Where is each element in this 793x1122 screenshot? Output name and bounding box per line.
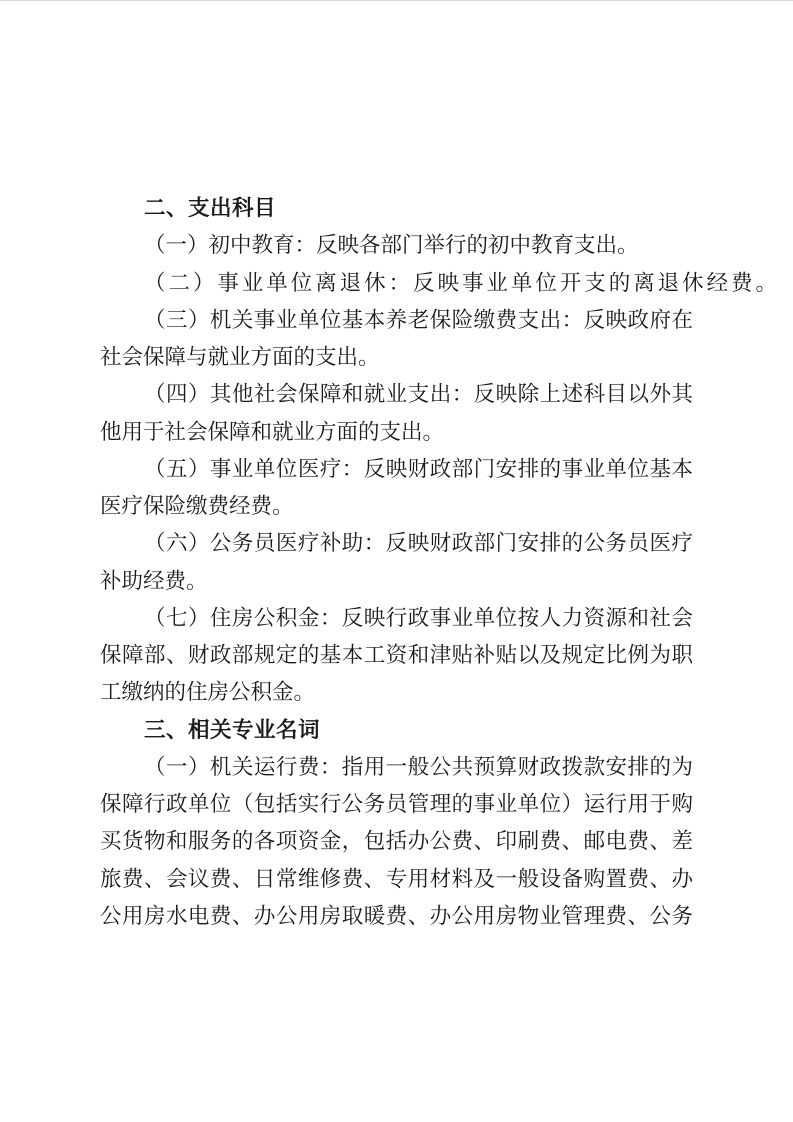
text-line: （二）事业单位离退休：反映事业单位开支的离退休经费。 <box>144 270 777 295</box>
text-line: （一）初中教育：反映各部门举行的初中教育支出。 <box>144 233 639 258</box>
text-line: （四）其他社会保障和就业支出：反映除上述科目以外其 <box>144 382 693 407</box>
text-line: 补助经费。 <box>100 568 208 593</box>
section-heading: 三、相关专业名词 <box>144 717 321 742</box>
text-line: （六）公务员医疗补助：反映财政部门安排的公务员医疗 <box>144 531 693 556</box>
paragraph <box>100 451 693 526</box>
paragraph <box>100 227 693 264</box>
text-line: 医疗保险缴费经费。 <box>100 494 294 518</box>
paragraph <box>100 376 693 451</box>
paragraph <box>100 600 693 712</box>
text-line: 买货物和服务的各项资金，包括办公费、印刷费、邮电费、差 <box>100 829 693 854</box>
paragraph <box>100 265 777 302</box>
document-body <box>100 190 777 935</box>
paragraph <box>100 749 693 935</box>
text-line: 公用房水电费、办公用房取暖费、办公用房物业管理费、公务 <box>100 903 693 928</box>
text-line: 工缴纳的住房公积金。 <box>100 680 316 705</box>
text-line: 保障行政单位（包括实行公务员管理的事业单位）运行用于购 <box>100 792 693 816</box>
section-heading: 二、支出科目 <box>144 196 277 220</box>
paragraph <box>100 302 693 377</box>
paragraph <box>100 525 693 600</box>
text-line: （七）住房公积金：反映行政事业单位按人力资源和社会 <box>144 605 693 630</box>
text-line: 社会保障与就业方面的支出。 <box>100 345 380 369</box>
text-line: （五）事业单位医疗：反映财政部门安排的事业单位基本 <box>144 456 693 481</box>
text-line: （一）机关运行费：指用一般公共预算财政拨款安排的为 <box>144 754 693 779</box>
text-line: （三）机关事业单位基本养老保险缴费支出：反映政府在 <box>144 307 693 332</box>
text-line: 他用于社会保障和就业方面的支出。 <box>100 419 445 444</box>
text-line: 保障部、财政部规定的基本工资和津贴补贴以及规定比例为职 <box>100 643 693 667</box>
text-line: 旅费、会议费、日常维修费、专用材料及一般设备购置费、办 <box>100 866 693 891</box>
